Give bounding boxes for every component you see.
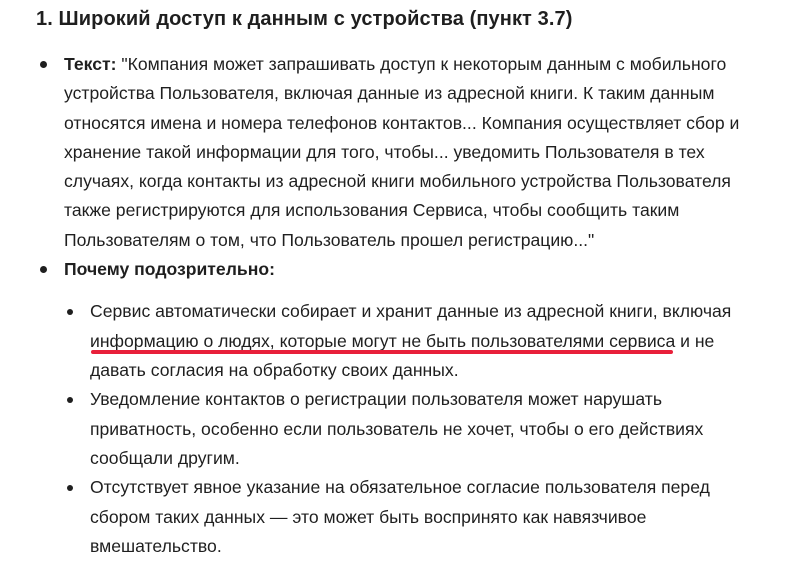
sub-bullet-icon xyxy=(67,309,73,315)
quote-line: Пользователям о том, что Пользователь прошел регистрацию..." xyxy=(64,229,595,250)
sub-bullet-icon xyxy=(67,485,73,491)
reason-item: Сервис автоматически собирает и хранит данные из адресной книги, включая информацию о людях, которые могут не быть пользователями сервиса и не давать согласия на обработку своих данных. xyxy=(90,301,732,380)
why-suspicious-label: Почему подозрительно: xyxy=(64,259,275,279)
quote-line: хранение такой информации для того, чтобы... уведомить Пользователя в тех xyxy=(64,141,705,162)
text-label: Текст: xyxy=(64,54,117,74)
bullet-icon xyxy=(40,266,47,273)
bullet-icon xyxy=(40,61,47,68)
reason-item: Отсутствует явное указание на обязательное согласие пользователя перед сбором таких данных — это может быть воспринято как навязчивое вмешательство. xyxy=(90,477,710,556)
highlight-underline xyxy=(91,350,673,354)
quote-line: относятся имена и номера телефонов контактов... Компания осуществляет сбор и xyxy=(64,112,740,133)
section-heading: 1. Широкий доступ к данным с устройства (пункт 3.7) xyxy=(36,8,573,30)
quote-line: устройства Пользователя, включая данные из адресной книги. К таким данным xyxy=(64,83,715,104)
quote-line: "Компания может запрашивать доступ к некоторым данным с мобильного xyxy=(121,54,727,74)
reason-item: Уведомление контактов о регистрации пользователя может нарушать приватность, особенно если пользователь не хочет, чтобы о его действиях сообщали другим. xyxy=(90,389,704,468)
quote-line: случаях, когда контакты из адресной книги мобильного устройства Пользователя xyxy=(64,171,731,192)
quote-line: также регистрируются для использования Сервиса, чтобы сообщить таким xyxy=(64,200,680,221)
sub-bullet-icon xyxy=(67,397,73,403)
quote-text-block xyxy=(64,50,739,255)
